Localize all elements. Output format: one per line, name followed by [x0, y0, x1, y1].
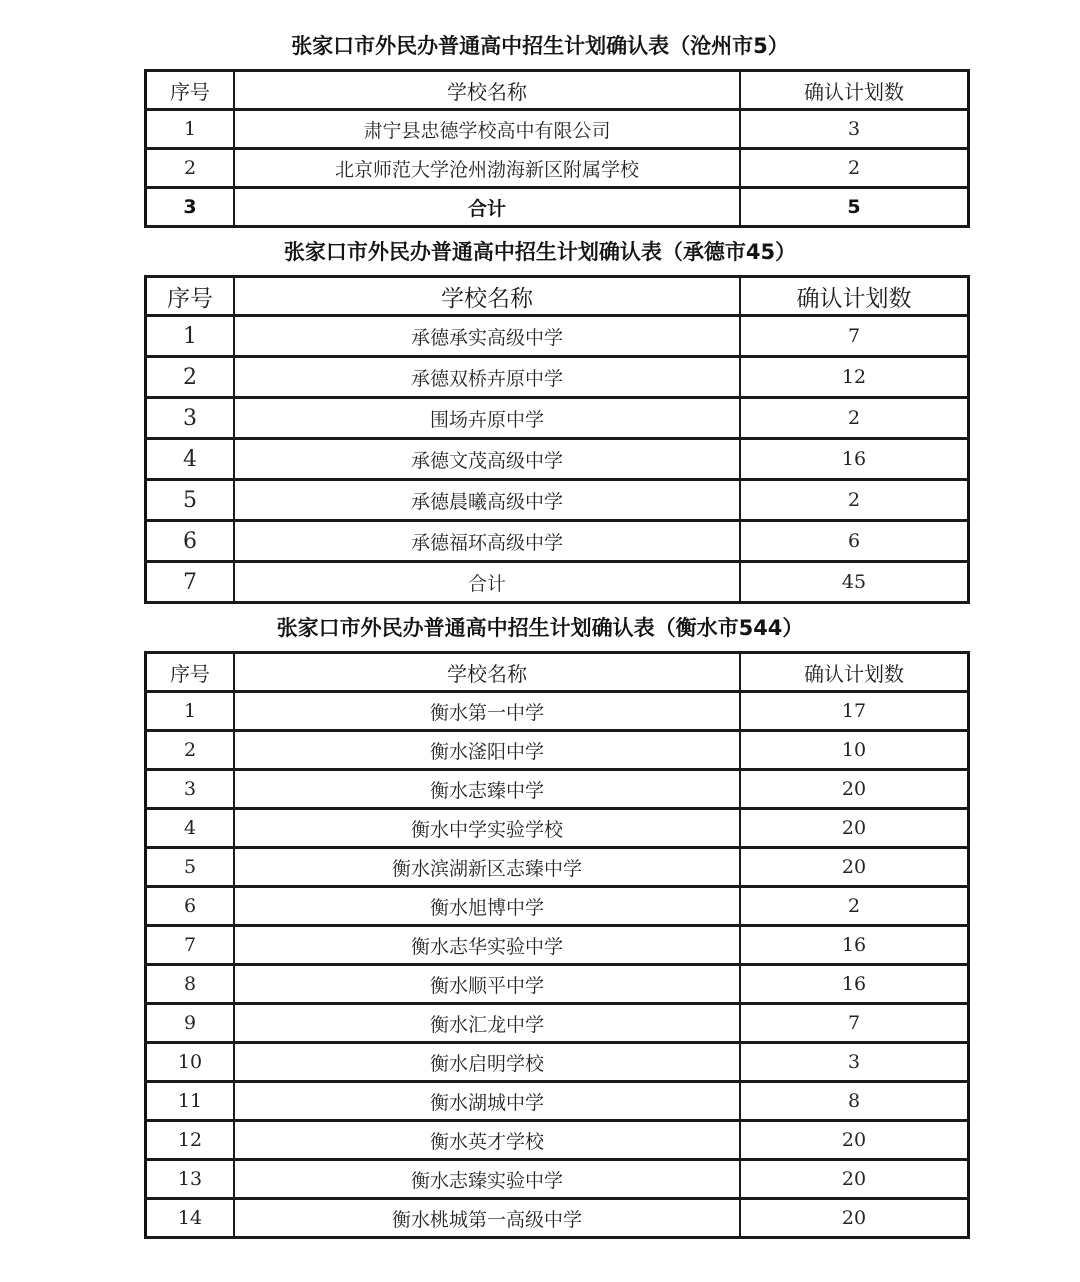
plan-count: 20: [740, 1199, 969, 1238]
table-row: [146, 926, 969, 965]
school-name: 衡水启明学校: [234, 1043, 740, 1082]
row-number: 10: [146, 1043, 235, 1082]
school-name: 衡水英才学校: [234, 1121, 740, 1160]
row-number: 7: [146, 926, 235, 965]
plan-count: 7: [740, 1004, 969, 1043]
table-row: [146, 1043, 969, 1082]
header-row: [146, 653, 969, 692]
table-title: 张家口市外民办普通高中招生计划确认表（沧州市5）: [291, 34, 789, 58]
table-row: [146, 562, 969, 603]
plan-table: [144, 651, 970, 1239]
table-row: [146, 439, 969, 480]
row-number: 6: [146, 521, 235, 562]
table-row: [146, 848, 969, 887]
row-number: 1: [146, 692, 235, 731]
row-number: 14: [146, 1199, 235, 1238]
school-name: 衡水滏阳中学: [234, 731, 740, 770]
table-row: [146, 1199, 969, 1238]
school-name: 肃宁县忠德学校高中有限公司: [234, 110, 740, 149]
school-name: 衡水顺平中学: [234, 965, 740, 1004]
plan-count: 20: [740, 770, 969, 809]
table-body: [146, 110, 969, 227]
table-body: [146, 316, 969, 603]
header-row: [146, 71, 969, 110]
school-name: 承德双桥卉原中学: [234, 357, 740, 398]
plan-count: 20: [740, 809, 969, 848]
header-cell-school: 学校名称: [234, 71, 740, 110]
header-cell-count: 确认计划数: [740, 277, 969, 316]
school-name: 合计: [234, 562, 740, 603]
tables-container: [0, 32, 1080, 1239]
row-number: 2: [146, 731, 235, 770]
row-number: 6: [146, 887, 235, 926]
plan-count: 8: [740, 1082, 969, 1121]
row-number: 3: [146, 398, 235, 439]
plan-count: 3: [740, 1043, 969, 1082]
school-name: 承德文茂高级中学: [234, 439, 740, 480]
table-row: [146, 887, 969, 926]
table-row: [146, 1004, 969, 1043]
row-number: 13: [146, 1160, 235, 1199]
row-number: 5: [146, 480, 235, 521]
school-name: 衡水志臻中学: [234, 770, 740, 809]
plan-count: 16: [740, 439, 969, 480]
plan-count: 17: [740, 692, 969, 731]
school-name: 衡水滨湖新区志臻中学: [234, 848, 740, 887]
plan-count: 2: [740, 887, 969, 926]
table-row: [146, 110, 969, 149]
row-number: 7: [146, 562, 235, 603]
plan-count: 6: [740, 521, 969, 562]
table-row: [146, 1082, 969, 1121]
plan-count: 16: [740, 965, 969, 1004]
row-number: 1: [146, 110, 235, 149]
plan-count: 3: [740, 110, 969, 149]
plan-count: 2: [740, 398, 969, 439]
table-row: [146, 398, 969, 439]
table-row: [146, 770, 969, 809]
table-row: [146, 357, 969, 398]
plan-count: 10: [740, 731, 969, 770]
plan-table-section: [144, 32, 936, 228]
school-name: 衡水桃城第一高级中学: [234, 1199, 740, 1238]
school-name: 衡水中学实验学校: [234, 809, 740, 848]
school-name: 承德福环高级中学: [234, 521, 740, 562]
header-cell-no: 序号: [146, 277, 235, 316]
table-row: [146, 809, 969, 848]
school-name: 合计: [234, 188, 740, 227]
row-number: 11: [146, 1082, 235, 1121]
table-body: [146, 692, 969, 1238]
header-row: [146, 277, 969, 316]
row-number: 9: [146, 1004, 235, 1043]
table-title: 张家口市外民办普通高中招生计划确认表（衡水市544）: [276, 616, 804, 640]
plan-count: 2: [740, 480, 969, 521]
row-number: 2: [146, 149, 235, 188]
plan-count: 20: [740, 1160, 969, 1199]
table-row: [146, 692, 969, 731]
table-row: [146, 965, 969, 1004]
table-row: [146, 316, 969, 357]
school-name: 衡水湖城中学: [234, 1082, 740, 1121]
school-name: 衡水第一中学: [234, 692, 740, 731]
plan-table-section: [144, 614, 936, 1239]
school-name: 北京师范大学沧州渤海新区附属学校: [234, 149, 740, 188]
header-cell-count: 确认计划数: [740, 653, 969, 692]
row-number: 8: [146, 965, 235, 1004]
plan-table: [144, 69, 970, 228]
school-name: 衡水志华实验中学: [234, 926, 740, 965]
table-row: [146, 731, 969, 770]
row-number: 3: [146, 770, 235, 809]
school-name: 围场卉原中学: [234, 398, 740, 439]
row-number: 4: [146, 809, 235, 848]
row-number: 5: [146, 848, 235, 887]
row-number: 3: [146, 188, 235, 227]
school-name: 承德承实高级中学: [234, 316, 740, 357]
school-name: 衡水志臻实验中学: [234, 1160, 740, 1199]
school-name: 承德晨曦高级中学: [234, 480, 740, 521]
header-cell-no: 序号: [146, 71, 235, 110]
school-name: 衡水旭博中学: [234, 887, 740, 926]
table-row: [146, 1121, 969, 1160]
header-cell-school: 学校名称: [234, 277, 740, 316]
plan-count: 5: [740, 188, 969, 227]
table-row: [146, 1160, 969, 1199]
header-cell-no: 序号: [146, 653, 235, 692]
header-cell-count: 确认计划数: [740, 71, 969, 110]
table-row: [146, 149, 969, 188]
plan-count: 7: [740, 316, 969, 357]
school-name: 衡水汇龙中学: [234, 1004, 740, 1043]
row-number: 4: [146, 439, 235, 480]
plan-count: 20: [740, 848, 969, 887]
plan-count: 16: [740, 926, 969, 965]
table-title: 张家口市外民办普通高中招生计划确认表（承德市45）: [283, 240, 797, 264]
plan-count: 45: [740, 562, 969, 603]
row-number: 2: [146, 357, 235, 398]
row-number: 12: [146, 1121, 235, 1160]
table-row: [146, 480, 969, 521]
plan-count: 12: [740, 357, 969, 398]
header-cell-school: 学校名称: [234, 653, 740, 692]
plan-table: [144, 275, 970, 604]
total-row: [146, 188, 969, 227]
table-row: [146, 521, 969, 562]
plan-table-section: [144, 238, 936, 604]
plan-count: 20: [740, 1121, 969, 1160]
plan-count: 2: [740, 149, 969, 188]
row-number: 1: [146, 316, 235, 357]
